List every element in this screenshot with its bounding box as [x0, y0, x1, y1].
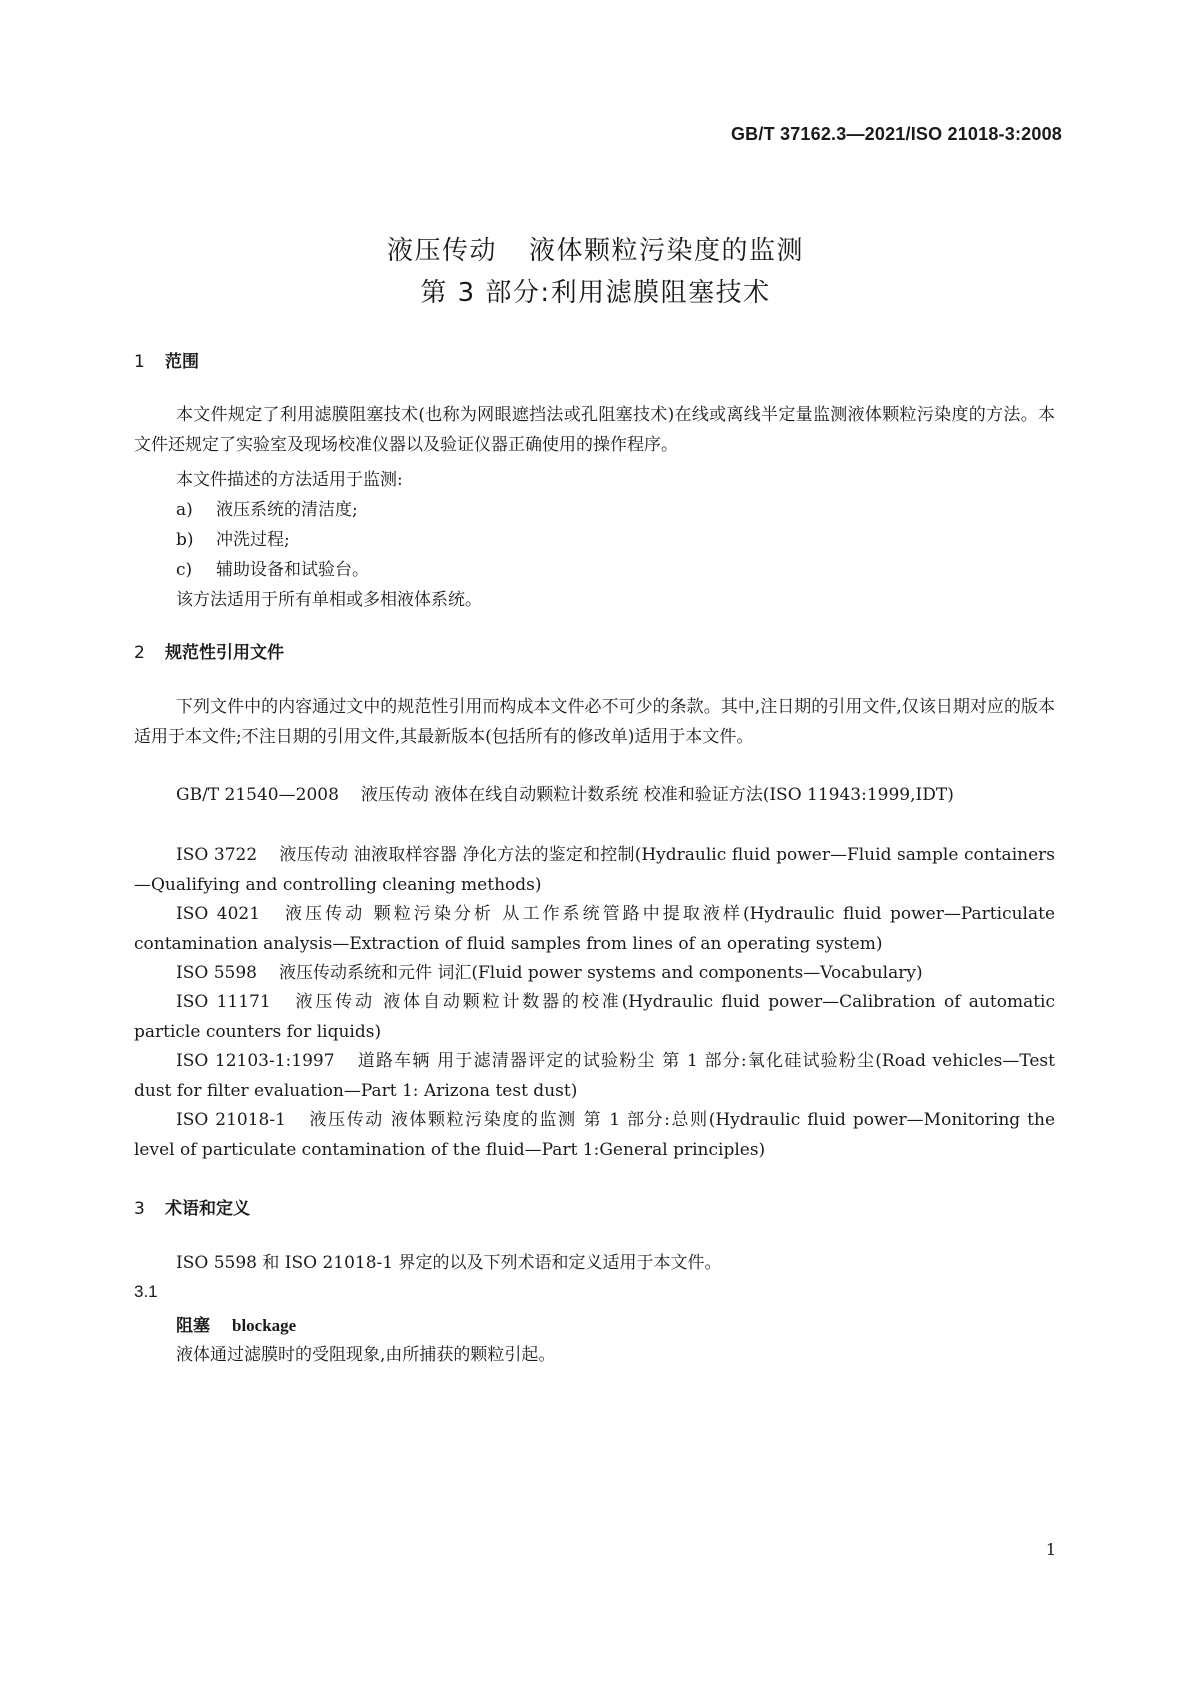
- document-title-line2: 第 3 部分:利用滤膜阻塞技术: [420, 278, 771, 308]
- term-definition: 液体通过滤膜时的受阻现象,由所捕获的颗粒引起。: [176, 1345, 556, 1365]
- standard-code: GB/T 37162.3—2021/ISO 21018-3:2008: [730, 124, 1062, 144]
- normative-intro: 下列文件中的内容通过文中的规范性引用而构成本文件必不可少的条款。其中,注日期的引用文件,仅该日期对应的版本适用于本文件;不注日期的引用文件,其最新版本(包括所有的修改单)适用于本文件。: [134, 697, 1055, 747]
- terms-intro: ISO 5598 和 ISO 21018-1 界定的以及下列术语和定义适用于本文件。: [176, 1253, 722, 1273]
- list-item: b) 冲洗过程;: [176, 530, 290, 550]
- section-number: 1: [134, 352, 145, 372]
- reference-item: ISO 3722 液压传动 油液取样容器 净化方法的鉴定和控制(Hydraulic fluid power—Fluid sample containers—Qualifying and controlling cleaning methods): [134, 845, 1055, 895]
- title-part-b: 液体颗粒污染度的监测: [529, 236, 805, 266]
- scope-paragraph-3: 该方法适用于所有单相或多相液体系统。: [176, 590, 482, 610]
- title-part-a: 液压传动: [386, 236, 497, 266]
- term-heading: [176, 1311, 296, 1336]
- term-zh: 阻塞: [176, 1316, 210, 1336]
- term-en: blockage: [232, 1316, 297, 1335]
- reference-item: ISO 11171 液压传动 液体自动颗粒计数器的校准(Hydraulic fluid power—Calibration of automatic particle counters for liquids): [134, 992, 1055, 1042]
- section-title: 范围: [165, 352, 199, 372]
- section-number: 3: [134, 1199, 145, 1219]
- list-item: a) 液压系统的清洁度;: [176, 500, 358, 520]
- reference-item: ISO 4021 液压传动 颗粒污染分析 从工作系统管路中提取液样(Hydraulic fluid power—Particulate contamination analysis—Extraction of fluid samples from lines of an operating system): [134, 904, 1056, 954]
- section-3-heading: [134, 1194, 250, 1219]
- page-number: 1: [1045, 1540, 1056, 1559]
- document-title-line1: [0, 230, 1191, 267]
- list-item: c) 辅助设备和试验台。: [176, 560, 369, 580]
- reference-item: ISO 21018-1 液压传动 液体颗粒污染度的监测 第 1 部分:总则(Hydraulic fluid power—Monitoring the level of particulate contamination of the fluid—Part 1:General principles): [134, 1110, 1056, 1160]
- section-title: 规范性引用文件: [165, 643, 284, 663]
- reference-item: ISO 5598 液压传动系统和元件 词汇(Fluid power systems and components—Vocabulary): [176, 963, 923, 983]
- section-1-heading: [134, 347, 199, 372]
- clause-number: 3.1: [134, 1282, 158, 1301]
- reference-item: GB/T 21540—2008 液压传动 液体在线自动颗粒计数系统 校准和验证方法(ISO 11943:1999,IDT): [176, 785, 954, 805]
- section-number: 2: [134, 643, 145, 663]
- section-title: 术语和定义: [165, 1199, 250, 1219]
- reference-item: ISO 12103-1:1997 道路车辆 用于滤清器评定的试验粉尘 第 1 部分:氧化硅试验粉尘(Road vehicles—Test dust for filter evaluation—Part 1: Arizona test dust): [134, 1051, 1055, 1101]
- scope-paragraph-2: 本文件描述的方法适用于监测:: [176, 470, 403, 490]
- scope-paragraph-1: 本文件规定了利用滤膜阻塞技术(也称为网眼遮挡法或孔阻塞技术)在线或离线半定量监测液体颗粒污染度的方法。本文件还规定了实验室及现场校准仪器以及验证仪器正确使用的操作程序。: [134, 405, 1055, 455]
- section-2-heading: [134, 638, 284, 663]
